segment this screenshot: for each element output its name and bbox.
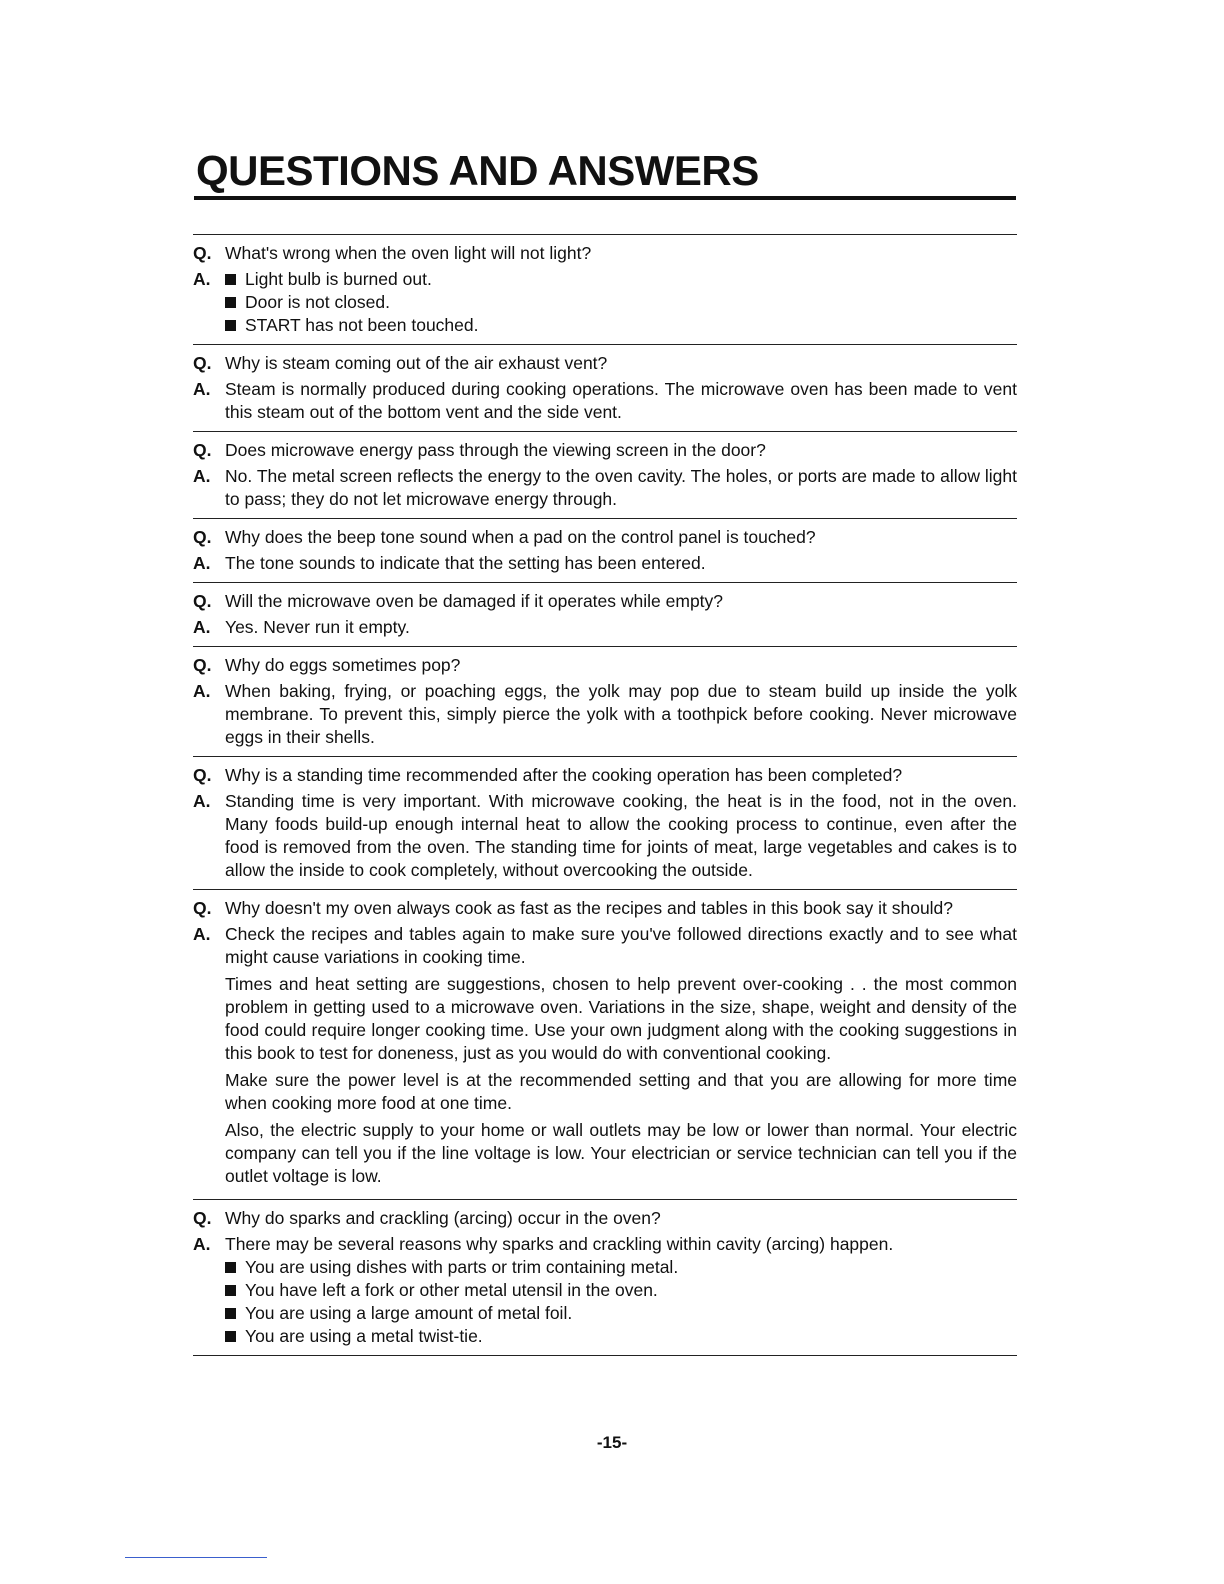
question-text: Why do sparks and crackling (arcing) occur in the oven? [225,1208,661,1228]
square-bullet-icon [225,1285,236,1296]
end-rule [193,1355,1017,1356]
question-text: Why is a standing time recommended after the cooking operation has been completed? [225,765,903,785]
question [193,242,1017,265]
square-bullet-icon [225,1331,236,1342]
a-label: A. [193,791,211,811]
answer-text: Steam is normally produced during cooking operations. The microwave oven has been made to vent this steam out of the bottom vent and the side vent. [225,379,1017,422]
bullet-item: You are using a metal twist-tie. [225,1325,1017,1348]
answer-text: No. The metal screen reflects the energy to the oven cavity. The holes, or ports are made to allow light to pass; they do not let microwave energy through. [225,466,1017,509]
bullet-item: You are using dishes with parts or trim containing metal. [225,1256,1017,1279]
answer [193,552,1017,575]
answer [193,680,1017,749]
q-label: Q. [193,440,212,460]
qa-item [193,344,1017,431]
answer-text: Yes. Never run it empty. [225,617,410,637]
title-rule [194,196,1016,200]
a-label: A. [193,379,211,399]
a-label: A. [193,1234,211,1254]
q-label: Q. [193,527,212,547]
qa-item [193,1199,1017,1355]
question [193,897,1017,920]
q-label: Q. [193,765,212,785]
question-text: Will the microwave oven be damaged if it operates while empty? [225,591,724,611]
answer [193,923,1017,1192]
square-bullet-icon [225,1262,236,1273]
answer-text [225,268,1017,337]
q-label: Q. [193,898,212,918]
q-label: Q. [193,655,212,675]
bottom-link-line [125,1557,267,1558]
a-label: A. [193,681,211,701]
answer-text: When baking, frying, or poaching eggs, the yolk may pop due to steam build up inside the yolk membrane. To prevent this, simply pierce the yolk with a toothpick before cooking. Never microwave eggs in their shells. [225,681,1017,747]
question-text: Why is steam coming out of the air exhaust vent? [225,353,608,373]
answer-paragraph: Make sure the power level is at the recommended setting and that you are allowing for more time when cooking more food at one time. [225,1070,1017,1113]
page-number: -15- [596,1433,628,1452]
square-bullet-icon [225,297,236,308]
q-label: Q. [193,591,212,611]
bullet-item: Door is not closed. [225,291,1017,314]
page-title: QUESTIONS AND ANSWERS [196,147,759,194]
question [193,764,1017,787]
answer-paragraph: Times and heat setting are suggestions, chosen to help prevent over-cooking . . the most common problem in getting used to a microwave oven. Variations in the size, shape, weight and density of the food could require longer cooking time. Use your own judgment along with the cooking suggestions in this book to test for doneness, just as you would do with conventional cooking. [225,974,1017,1063]
answer-text: The tone sounds to indicate that the setting has been entered. [225,553,706,573]
question-text: Why do eggs sometimes pop? [225,655,461,675]
qa-item [193,234,1017,344]
question [193,439,1017,462]
qa-item [193,646,1017,756]
bullet-item: START has not been touched. [225,314,1017,337]
answer-text: Standing time is very important. With microwave cooking, the heat is in the food, not in the oven. Many foods build-up enough internal heat to allow the cooking process to continue, even after the food is removed from the oven. The standing time for joints of meat, large vegetables and cakes is to allow the inside to cook completely, without overcooking the outside. [225,791,1017,880]
answer [193,616,1017,639]
qa-list [193,234,1017,1356]
a-label: A. [193,553,211,573]
answer-text [225,1233,1017,1348]
bullet-item: You have left a fork or other metal utensil in the oven. [225,1279,1017,1302]
answer [193,268,1017,337]
square-bullet-icon [225,274,236,285]
question-text: Why doesn't my oven always cook as fast as the recipes and tables in this book say it should? [225,898,954,918]
answer [193,378,1017,424]
a-label: A. [193,924,211,944]
square-bullet-icon [225,320,236,331]
a-label: A. [193,617,211,637]
answer-intro: There may be several reasons why sparks and crackling within cavity (arcing) happen. [225,1234,894,1254]
answer [193,1233,1017,1348]
bullet-item: Light bulb is burned out. [225,268,1017,291]
answer [193,790,1017,882]
q-label: Q. [193,1208,212,1228]
question [193,526,1017,549]
qa-item [193,582,1017,646]
question [193,1207,1017,1230]
answer-paragraph: Check the recipes and tables again to make sure you've followed directions exactly and to see what might cause variations in cooking time. [225,924,1017,967]
q-label: Q. [193,353,212,373]
qa-item [193,756,1017,889]
question-text: Why does the beep tone sound when a pad on the control panel is touched? [225,527,816,547]
question-text: Does microwave energy pass through the viewing screen in the door? [225,440,766,460]
question [193,590,1017,613]
answer [193,465,1017,511]
answer-paragraph: Also, the electric supply to your home or wall outlets may be low or lower than normal. Your electric company can tell you if the line voltage is low. Your electrician or service technician can tell you if the outlet voltage is low. [225,1120,1017,1186]
qa-item [193,889,1017,1199]
question [193,654,1017,677]
question-text: What's wrong when the oven light will not light? [225,243,592,263]
qa-item [193,431,1017,518]
q-label: Q. [193,243,212,263]
answer-text [225,923,1017,1192]
bullet-item: You are using a large amount of metal foil. [225,1302,1017,1325]
question [193,352,1017,375]
a-label: A. [193,269,211,289]
qa-item [193,518,1017,582]
square-bullet-icon [225,1308,236,1319]
a-label: A. [193,466,211,486]
